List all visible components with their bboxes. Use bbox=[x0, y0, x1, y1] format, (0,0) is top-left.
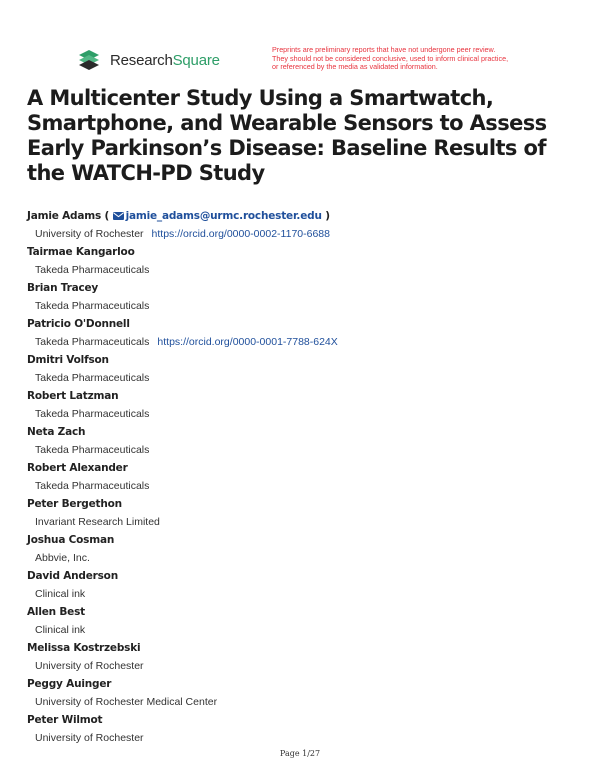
author-name: Melissa Kostrzebski bbox=[27, 642, 141, 654]
author-affiliation: Clinical ink bbox=[35, 588, 86, 600]
author-affiliation: Abbvie, Inc. bbox=[35, 552, 90, 564]
author-affiliation: Takeda Pharmaceuticals bbox=[35, 372, 150, 384]
author-name: Patricio O'Donnell bbox=[27, 318, 130, 330]
author-entry bbox=[27, 531, 587, 567]
author-name: Dmitri Volfson bbox=[27, 354, 109, 366]
logo-word-square: Square bbox=[172, 51, 220, 69]
disclaimer-line: Preprints are preliminary reports that have not undergone peer review. bbox=[272, 45, 496, 54]
orcid-link[interactable]: https://orcid.org/0000-0001-7788-624X bbox=[157, 336, 338, 348]
author-list bbox=[27, 207, 587, 747]
author-name: Robert Latzman bbox=[27, 390, 119, 402]
author-name: David Anderson bbox=[27, 570, 118, 582]
author-affiliation: Clinical ink bbox=[35, 624, 86, 636]
author-email-link[interactable]: jamie_adams@urmc.rochester.edu bbox=[125, 210, 322, 222]
author-name: Peter Bergethon bbox=[27, 498, 122, 510]
author-name: Allen Best bbox=[27, 606, 85, 618]
author-affiliation: Takeda Pharmaceuticals bbox=[35, 300, 150, 312]
author-affiliation: University of Rochester Medical Center bbox=[35, 696, 218, 708]
author-affiliation: Takeda Pharmaceuticals bbox=[35, 480, 150, 492]
author-name: Jamie Adams bbox=[27, 210, 102, 222]
author-name: Joshua Cosman bbox=[27, 534, 115, 546]
affiliation-text: University of Rochester bbox=[35, 228, 144, 240]
author-entry bbox=[27, 675, 587, 711]
author-affiliation: Invariant Research Limited bbox=[35, 516, 160, 528]
author-affiliation bbox=[27, 225, 587, 243]
author-affiliation: University of Rochester bbox=[35, 732, 144, 744]
page-number: Page 1/27 bbox=[279, 749, 321, 758]
author-entry bbox=[27, 207, 587, 243]
author-name: Robert Alexander bbox=[27, 462, 128, 474]
author-name: Peter Wilmot bbox=[27, 714, 103, 726]
author-affiliation: Takeda Pharmaceuticals bbox=[35, 444, 150, 456]
disclaimer-line: They should not be considered conclusive, used to inform clinical practice, bbox=[272, 53, 509, 63]
research-square-logo[interactable] bbox=[76, 46, 220, 74]
paper-title: A Multicenter Study Using a Smartwatch, Smartphone, and Wearable Sensors to Assess Early Parkinson’s Disease: Baseline Results of the WATCH-PD Study bbox=[27, 86, 547, 185]
author-entry bbox=[27, 351, 587, 387]
author-affiliation: University of Rochester bbox=[35, 660, 144, 672]
author-entry bbox=[27, 315, 587, 351]
author-entry bbox=[27, 243, 587, 279]
author-name: Tairmae Kangarloo bbox=[27, 246, 135, 258]
author-entry bbox=[27, 603, 587, 639]
envelope-icon bbox=[113, 212, 124, 220]
research-square-logo-icon bbox=[76, 47, 102, 73]
logo-word-research: Research bbox=[110, 51, 173, 69]
author-affiliation bbox=[27, 333, 587, 351]
author-affiliation: Takeda Pharmaceuticals bbox=[35, 408, 150, 420]
author-email-group: ( jamie_adams@urmc.rochester.edu ) bbox=[104, 210, 330, 222]
logo-text bbox=[110, 52, 220, 69]
author-entry bbox=[27, 567, 587, 603]
affiliation-text: Takeda Pharmaceuticals bbox=[35, 336, 150, 348]
author-entry bbox=[27, 423, 587, 459]
author-name: Neta Zach bbox=[27, 426, 86, 438]
author-entry bbox=[27, 711, 587, 747]
author-entry bbox=[27, 495, 587, 531]
disclaimer-line: or referenced by the media as validated information. bbox=[272, 62, 438, 72]
author-entry bbox=[27, 387, 587, 423]
author-affiliation: Takeda Pharmaceuticals bbox=[35, 264, 150, 276]
preprint-disclaimer bbox=[272, 46, 542, 72]
author-entry bbox=[27, 639, 587, 675]
orcid-link[interactable]: https://orcid.org/0000-0002-1170-6688 bbox=[151, 228, 330, 240]
author-name: Peggy Auinger bbox=[27, 678, 112, 690]
author-name: Brian Tracey bbox=[27, 282, 99, 294]
author-entry bbox=[27, 279, 587, 315]
author-entry bbox=[27, 459, 587, 495]
